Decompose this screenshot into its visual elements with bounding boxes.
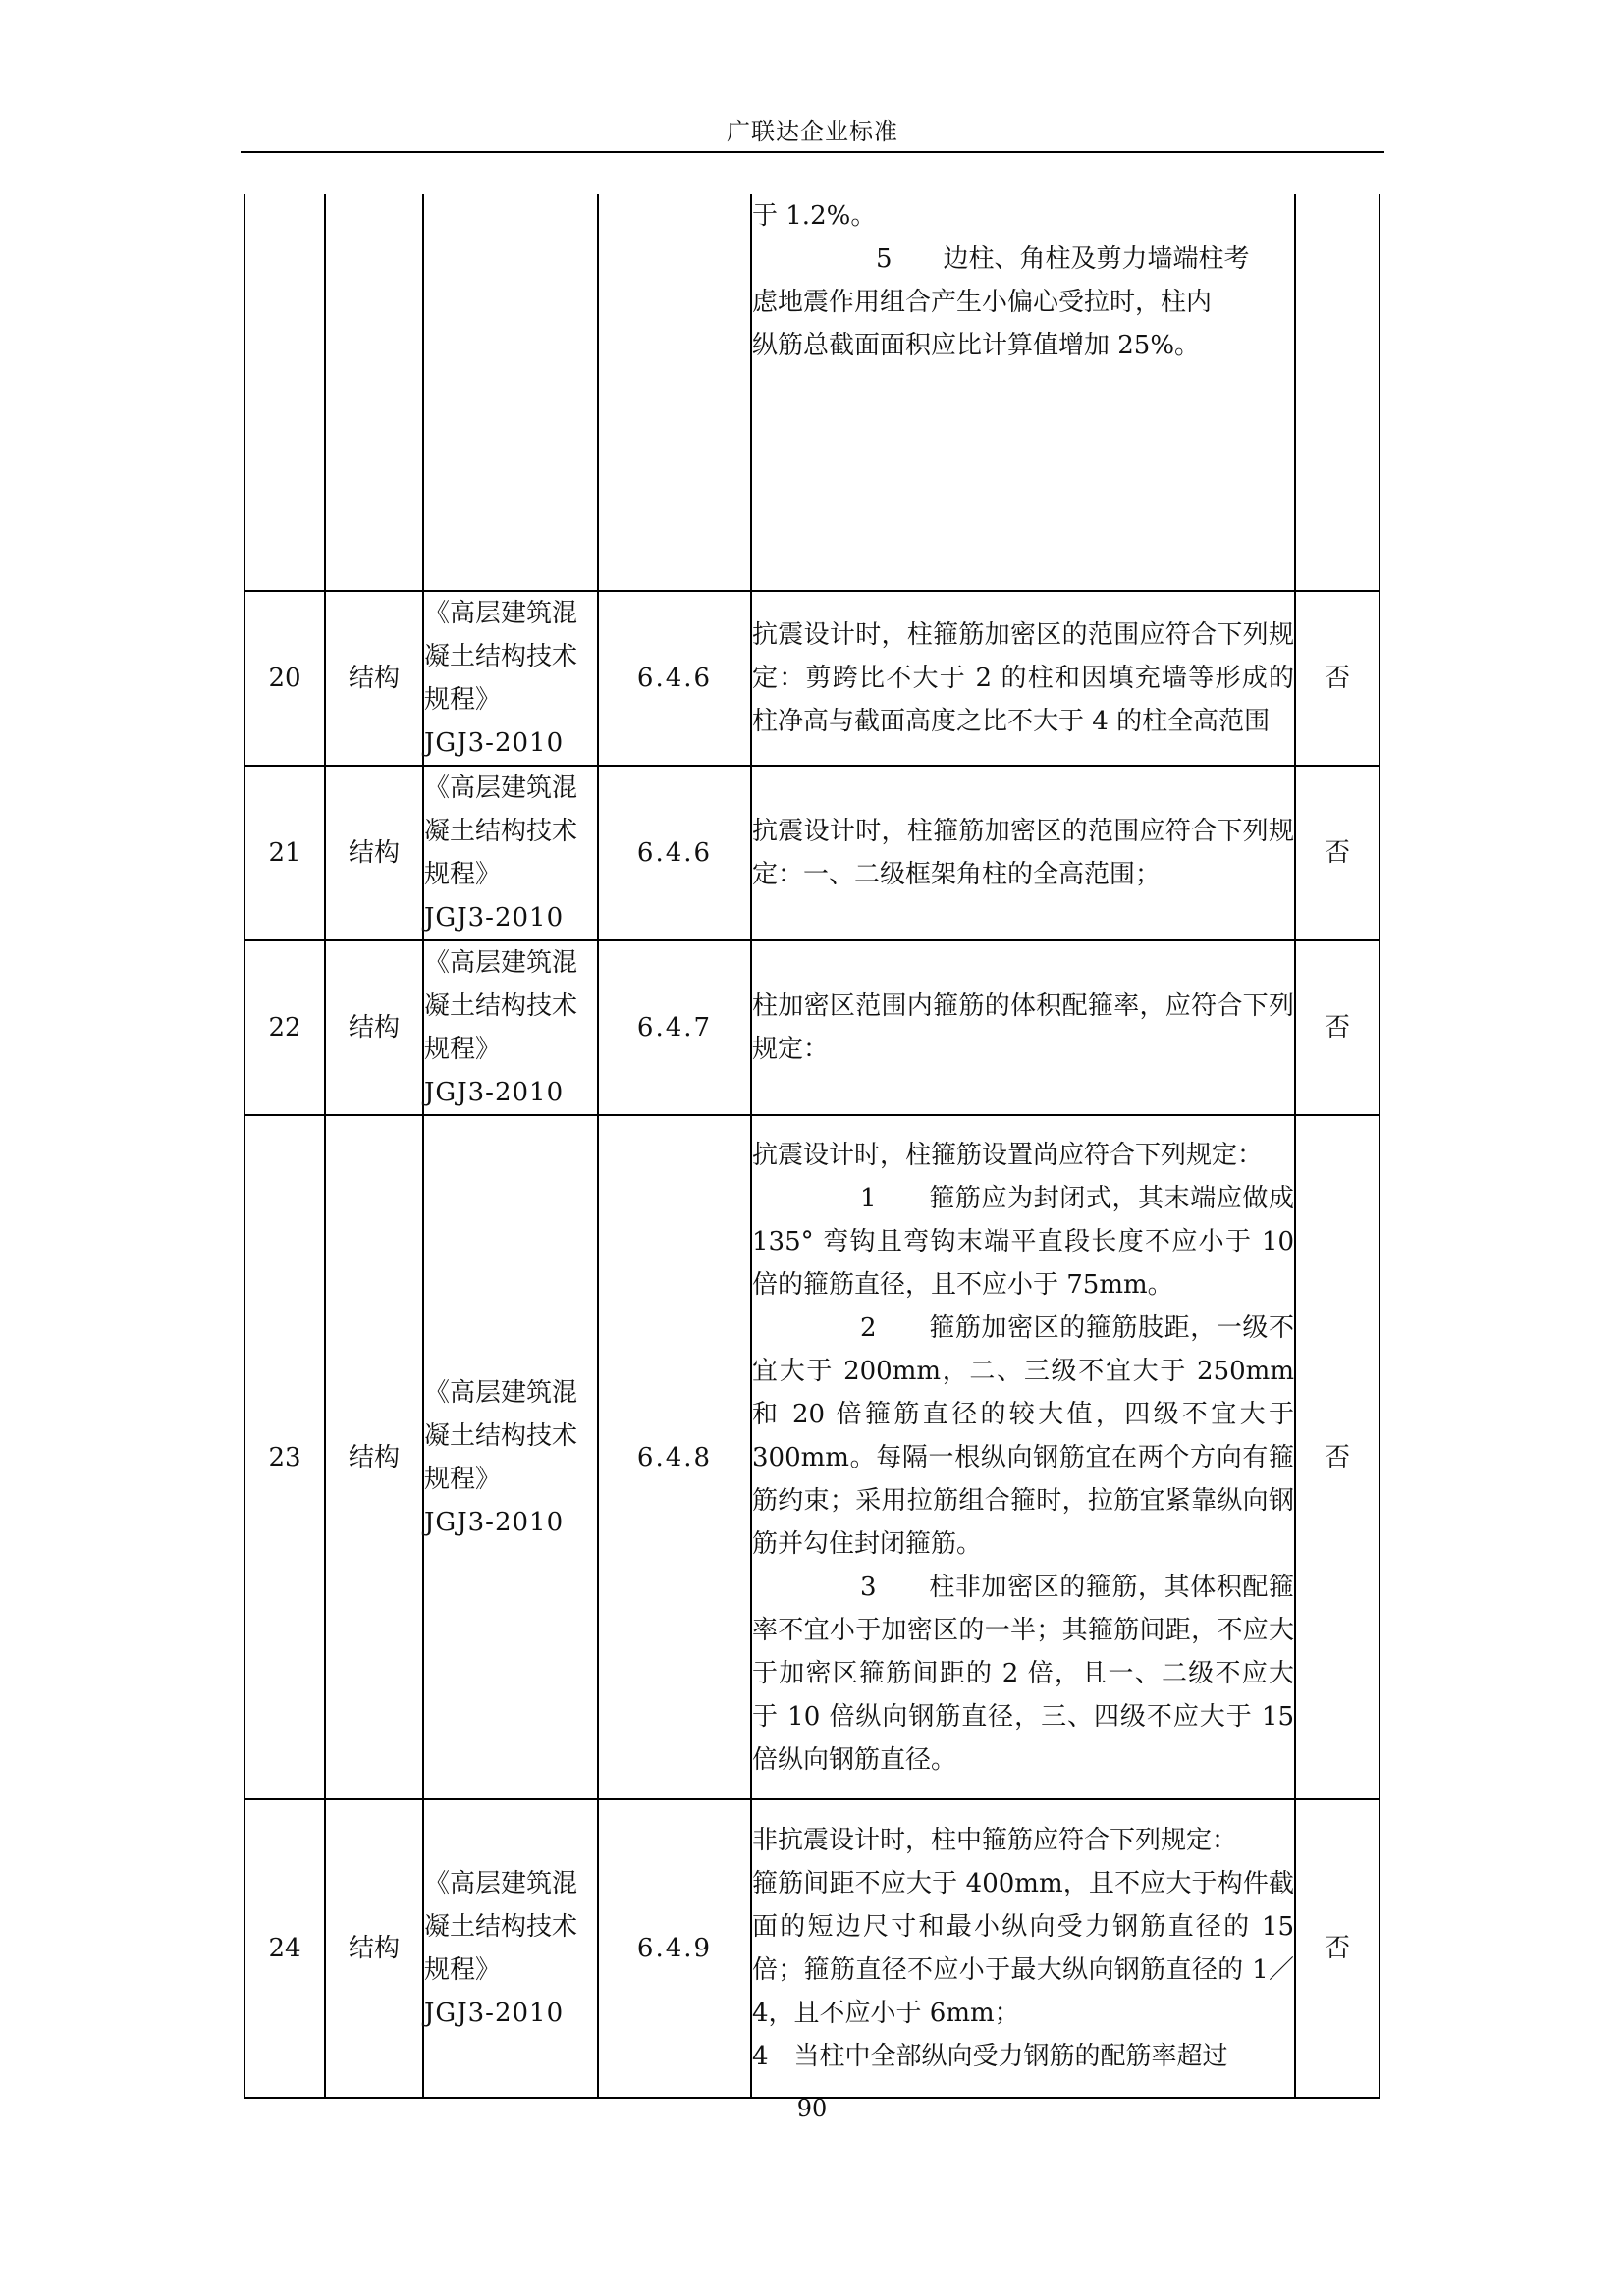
standard-code: JGJ3-2010 <box>424 1078 565 1107</box>
cell-clause: 6.4.8 <box>598 1115 751 1799</box>
content-item: 1 箍筋应为封闭式，其末端应做成 135° 弯钩且弯钩末端平直段长度不应小于 10 倍的箍筋直径，且不应小于 75mm。 <box>752 1183 1294 1300</box>
cell-content <box>751 1799 1295 2098</box>
cell-category: 结构 <box>325 1115 423 1799</box>
table-row-continuation <box>244 194 1380 591</box>
cell-standard <box>423 766 598 940</box>
cell-content <box>751 194 1295 591</box>
table-row <box>244 591 1380 766</box>
cell-no: 21 <box>244 766 325 940</box>
cell-mandatory: 否 <box>1295 940 1380 1115</box>
cell-mandatory: 否 <box>1295 1115 1380 1799</box>
cell-category: 结构 <box>325 940 423 1115</box>
cell-standard <box>423 940 598 1115</box>
cell-content: 柱加密区范围内箍筋的体积配箍率，应符合下列规定： <box>751 940 1295 1115</box>
standards-table <box>244 194 1380 2099</box>
cell-mandatory: 否 <box>1295 591 1380 766</box>
table-row <box>244 1115 1380 1799</box>
content-line: 虑地震作用组合产生小偏心受拉时，柱内 <box>752 288 1213 317</box>
standard-name: 《高层建筑混凝土结构技术规程》 <box>424 599 578 715</box>
page-header-title: 广联达企业标准 <box>727 118 898 145</box>
cell-content: 抗震设计时，柱箍筋加密区的范围应符合下列规定：一、二级框架角柱的全高范围； <box>751 766 1295 940</box>
standard-name: 《高层建筑混凝土结构技术规程》 <box>424 774 578 889</box>
cell-clause: 6.4.7 <box>598 940 751 1115</box>
cell-no: 23 <box>244 1115 325 1799</box>
content-line: 于 1.2%。 <box>752 201 877 231</box>
content-line: 纵筋总截面面积应比计算值增加 25%。 <box>752 331 1201 360</box>
cell-standard <box>423 1799 598 2098</box>
standard-code: JGJ3-2010 <box>424 728 565 758</box>
cell-category: 结构 <box>325 591 423 766</box>
cell-clause: 6.4.6 <box>598 766 751 940</box>
header-divider <box>241 151 1384 153</box>
cell-mandatory: 否 <box>1295 766 1380 940</box>
cell-no: 24 <box>244 1799 325 2098</box>
cell-standard <box>423 194 598 591</box>
standard-code: JGJ3-2010 <box>424 1507 565 1537</box>
cell-clause: 6.4.6 <box>598 591 751 766</box>
cell-standard <box>423 591 598 766</box>
cell-content: 抗震设计时，柱箍筋加密区的范围应符合下列规定：剪跨比不大于 2 的柱和因填充墙等形成的柱净高与截面高度之比不大于 4 的柱全高范围 <box>751 591 1295 766</box>
standard-code: JGJ3-2010 <box>424 903 565 933</box>
table-row <box>244 1799 1380 2098</box>
standard-name: 《高层建筑混凝土结构技术规程》 <box>424 1869 578 1985</box>
content-line: 非抗震设计时，柱中箍筋应符合下列规定： <box>752 1826 1238 1855</box>
cell-standard <box>423 1115 598 1799</box>
cell-category: 结构 <box>325 766 423 940</box>
content-line: 4 当柱中全部纵向受力钢筋的配筋率超过 <box>752 2042 1228 2071</box>
content-line: 5 边柱、角柱及剪力墙端柱考 <box>876 244 1250 274</box>
standard-code: JGJ3-2010 <box>424 1999 565 2028</box>
cell-no: 20 <box>244 591 325 766</box>
cell-content <box>751 1115 1295 1799</box>
table-row <box>244 766 1380 940</box>
cell-mandatory <box>1295 194 1380 591</box>
cell-category: 结构 <box>325 1799 423 2098</box>
cell-no <box>244 194 325 591</box>
page-number: 90 <box>796 2095 828 2122</box>
cell-clause <box>598 194 751 591</box>
cell-clause: 6.4.9 <box>598 1799 751 2098</box>
content-item: 2 箍筋加密区的箍筋肢距，一级不宜大于 200mm，二、三级不宜大于 250mm 和 20 倍箍筋直径的较大值，四级不宜大于 300mm。每隔一根纵向钢筋宜在两个方向有箍筋约束；采用拉筋组合箍时，拉筋宜紧靠纵向钢筋并勾住封闭箍筋。 <box>752 1312 1294 1559</box>
standard-name: 《高层建筑混凝土结构技术规程》 <box>424 1377 578 1494</box>
cell-category <box>325 194 423 591</box>
cell-no: 22 <box>244 940 325 1115</box>
content-item: 3 柱非加密区的箍筋，其体积配箍率不宜小于加密区的一半；其箍筋间距，不应大于加密区箍筋间距的 2 倍，且一、二级不应大于 10 倍纵向钢筋直径，三、四级不应大于 15 倍纵向钢筋直径。 <box>752 1572 1294 1775</box>
content-intro: 抗震设计时，柱箍筋设置尚应符合下列规定： <box>752 1140 1264 1170</box>
content-line: 箍筋间距不应大于 400mm，且不应大于构件截面的短边尺寸和最小纵向受力钢筋直径的 15 倍；箍筋直径不应小于最大纵向钢筋直径的 1／4，且不应小于 6mm； <box>752 1869 1294 2028</box>
standard-name: 《高层建筑混凝土结构技术规程》 <box>424 948 578 1064</box>
cell-mandatory: 否 <box>1295 1799 1380 2098</box>
table-row <box>244 940 1380 1115</box>
